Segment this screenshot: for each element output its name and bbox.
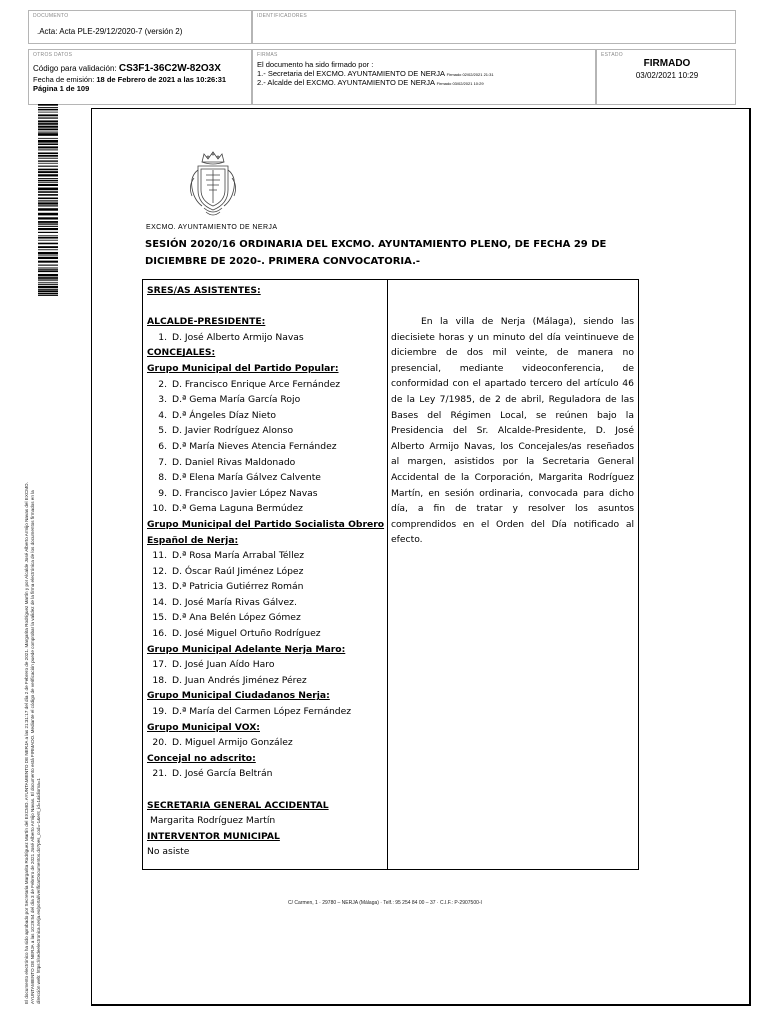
alcalde-heading: ALCALDE-PRESIDENTE: [147, 316, 266, 328]
session-title: SESIÓN 2020/16 ORDINARIA DEL EXCMO. AYUNTAMIENTO PLENO, DE FECHA 29 DE DICIEMBRE DE 2020-. PRIMERA CONVOCATORIA.- [145, 239, 607, 267]
list-item-name: D. Francisco Javier López Navas [172, 487, 318, 499]
header-documento-cell [28, 10, 252, 44]
list-item-name: D. Javier Rodríguez Alonso [172, 425, 294, 437]
list-item [147, 486, 387, 502]
noads-members [147, 766, 387, 782]
barcode-image [38, 104, 58, 296]
interventor-value: No asiste [147, 846, 190, 858]
list-item [147, 501, 387, 517]
list-item [147, 564, 387, 580]
codigo-line [33, 64, 221, 74]
list-item-name: D.ª Gema Laguna Bermúdez [172, 503, 303, 515]
list-item-number: 6. [158, 440, 167, 452]
fecha-label: Fecha de emisión: [33, 75, 95, 84]
list-item [147, 408, 387, 424]
fecha-line [33, 75, 226, 84]
list-item [147, 610, 387, 626]
list-item-name: D. Francisco Enrique Arce Fernández [172, 378, 341, 390]
identificadores-label: IDENTIFICADORES [257, 13, 308, 19]
header-estado-cell [596, 49, 736, 105]
attendees-table [142, 279, 639, 870]
list-item-number: 11. [152, 550, 167, 562]
list-item [147, 377, 387, 393]
firma-2-date: Firmado 03/02/2021 10:29 [436, 81, 484, 86]
list-item [147, 735, 387, 751]
list-item-number: 16. [152, 628, 167, 640]
adelante-members [147, 657, 387, 688]
list-item-number: 5. [158, 425, 167, 437]
list-item-number: 7. [158, 456, 167, 468]
list-item-number: 9. [158, 487, 167, 499]
cs-members [147, 704, 387, 720]
list-item [147, 673, 387, 689]
list-item-number: 12. [152, 565, 167, 577]
list-item-number: 13. [152, 581, 167, 593]
list-item [147, 392, 387, 408]
list-item-number: 20. [152, 737, 167, 749]
firma-2: 2.- Alcalde del EXCMO. AYUNTAMIENTO DE NERJA [257, 78, 435, 87]
firma-2-line [257, 78, 484, 88]
list-item [147, 704, 387, 720]
list-item-number: 10. [152, 503, 167, 515]
list-item-name: D. José García Beltrán [172, 768, 273, 780]
coat-of-arms-icon [184, 148, 242, 220]
list-item [147, 423, 387, 439]
list-item [147, 766, 387, 782]
list-item-number: 14. [152, 596, 167, 608]
sidebar-line-1: El documento electrónico ha sido aprobado por Secretaria Margarita Rodríguez Martín del EXCMO. AYUNTAMIENTO DE NERJA a las 21:31:17 del día 2 de Febrero de 2021. Margarita Rodríguez Martín y por Alcalde José Alberto Armijo Navas del EXCMO. [24, 482, 29, 1004]
list-item-number: 21. [152, 768, 167, 780]
list-item-name: D.ª Ana Belén López Gómez [172, 612, 301, 624]
list-item-number: 15. [152, 612, 167, 624]
attendees-list [147, 283, 387, 860]
documento-value: .Acta: Acta PLE-29/12/2020-7 (versión 2) [37, 27, 183, 36]
estado-label: ESTADO [601, 52, 623, 58]
secretaria-name: Margarita Rodríguez Martín [150, 815, 276, 827]
psoe-heading-2: Español de Nerja: [147, 534, 239, 546]
cs-heading: Grupo Municipal Ciudadanos Nerja: [147, 690, 330, 702]
pagina-value: Página 1 de 109 [33, 84, 90, 93]
codigo-value: CS3F1-36C2W-82O3X [118, 63, 221, 74]
header-otros-cell [28, 49, 252, 105]
header-identificadores-cell [252, 10, 736, 44]
firma-1: 1.- Secretaria del EXCMO. AYUNTAMIENTO DE NERJA [257, 69, 445, 78]
list-item [147, 626, 387, 642]
list-item [147, 548, 387, 564]
interventor-heading: INTERVENTOR MUNICIPAL [147, 830, 280, 842]
pp-members [147, 377, 387, 517]
adelante-heading: Grupo Municipal Adelante Nerja Maro: [147, 643, 346, 655]
estado-date: 03/02/2021 10:29 [635, 71, 699, 80]
list-item [147, 455, 387, 471]
list-item-name: D. José Miguel Ortuño Rodríguez [172, 628, 321, 640]
verification-sidebar-text [24, 304, 43, 1004]
list-item-name: D.ª Elena María Gálvez Calvente [172, 472, 321, 484]
list-item [147, 470, 387, 486]
pp-heading: Grupo Municipal del Partido Popular: [147, 362, 339, 374]
list-item-name: D.ª Gema María García Rojo [172, 394, 301, 406]
organization-name: EXCMO. AYUNTAMIENTO DE NERJA [146, 224, 278, 231]
list-item-number: 18. [152, 674, 167, 686]
fecha-value: 18 de Febrero de 2021 a las 10:26:31 [96, 75, 227, 84]
list-item [147, 657, 387, 673]
list-item-name: D. José Juan Aído Haro [172, 659, 275, 671]
list-item [147, 595, 387, 611]
documento-label: DOCUMENTO [33, 13, 69, 19]
list-item-name: D.ª María del Carmen López Fernández [172, 706, 352, 718]
vox-heading: Grupo Municipal VOX: [147, 721, 260, 733]
otros-label: OTROS DATOS [33, 52, 73, 58]
list-item: 1. D. José Alberto Armijo Navas [158, 331, 304, 343]
codigo-label: Código para validación: [33, 64, 117, 73]
noads-heading: Concejal no adscrito: [147, 752, 256, 764]
list-item [147, 439, 387, 455]
list-item-number: 17. [152, 659, 167, 671]
firmas-intro: El documento ha sido firmado por : [257, 60, 374, 69]
firmas-label: FIRMAS [257, 52, 278, 58]
list-item-name: D. Miguel Armijo González [172, 737, 293, 749]
vox-members [147, 735, 387, 751]
sidebar-line-3: dirección web: https://sedeelectronica.nerja.es/portal/verificarDocumentos.do?pes_cod=-1&ent_id=1&idioma=1 [36, 778, 42, 1004]
list-item-name: D.ª Ángeles Díaz Nieto [172, 409, 277, 421]
page-footer: C/ Carmen, 1 · 29780 – NERJA (Málaga) · Telf.: 95 254 84 00 – 37 · C.I.F.: P-2907500-I [288, 900, 482, 906]
session-narrative: En la villa de Nerja (Málaga), siendo las diecisiete horas y un minuto del día veintinueve de diciembre de dos mil veinte, de manera no presencial, mediante videoconferencia, de conformidad con el apartado tercero del artículo 46 de la Ley 7/1985, de 2 de abril, Reguladora de las Bases del Régimen Local, se reúnen bajo la Presidencia del Sr. Alcalde-Presidente, D. José Alberto Armijo Navas, los Concejales/as reseñados al margen, asistidos por la Secretaria General Accidental de la Corporación, Margarita Rodríguez Martín, en sesión ordinaria, convocada para dicho día, a fin de tratar y resolver los asuntos comprendidos en el Orden del Día notificado al efecto. [391, 316, 634, 546]
table-column-divider [387, 280, 388, 869]
list-item [147, 579, 387, 595]
firma-1-date: Firmado 02/02/2021 21:31 [446, 72, 494, 77]
list-item-name: D.ª Patricia Gutiérrez Román [172, 581, 304, 593]
psoe-members [147, 548, 387, 642]
list-item-number: 19. [152, 706, 167, 718]
list-item-number: 4. [158, 409, 167, 421]
estado-value: FIRMADO [643, 58, 691, 69]
list-item-name: D. José María Rivas Gálvez. [172, 596, 297, 608]
concejales-heading: CONCEJALES: [147, 347, 216, 359]
psoe-heading-1: Grupo Municipal del Partido Socialista Obrero [147, 518, 385, 530]
list-item-name: D. Óscar Raúl Jiménez López [172, 565, 304, 577]
asistentes-heading: SRES/AS ASISTENTES: [147, 285, 261, 296]
sidebar-line-2: AYUNTAMIENTO DE NERJA a las 10:29:54 del día 3 de Febrero de 2021 José Alberto Armijo Navas. El documento está FIRMADO. Mediante el código de verificación puede comprobar la validez de la firma electrónica de los documentos firmados en la [30, 490, 36, 1004]
list-item-name: D.ª María Nieves Atencia Fernández [172, 440, 337, 452]
list-item-name: D. Juan Andrés Jiménez Pérez [172, 674, 307, 686]
secretaria-heading: SECRETARIA GENERAL ACCIDENTAL [147, 799, 329, 811]
list-item-number: 2. [158, 378, 167, 390]
list-item-number: 8. [158, 472, 167, 484]
list-item-name: D. Daniel Rivas Maldonado [172, 456, 296, 468]
list-item-number: 3. [158, 394, 167, 406]
list-item-name: D.ª Rosa María Arrabal Téllez [172, 550, 305, 562]
header-firmas-cell [252, 49, 596, 105]
